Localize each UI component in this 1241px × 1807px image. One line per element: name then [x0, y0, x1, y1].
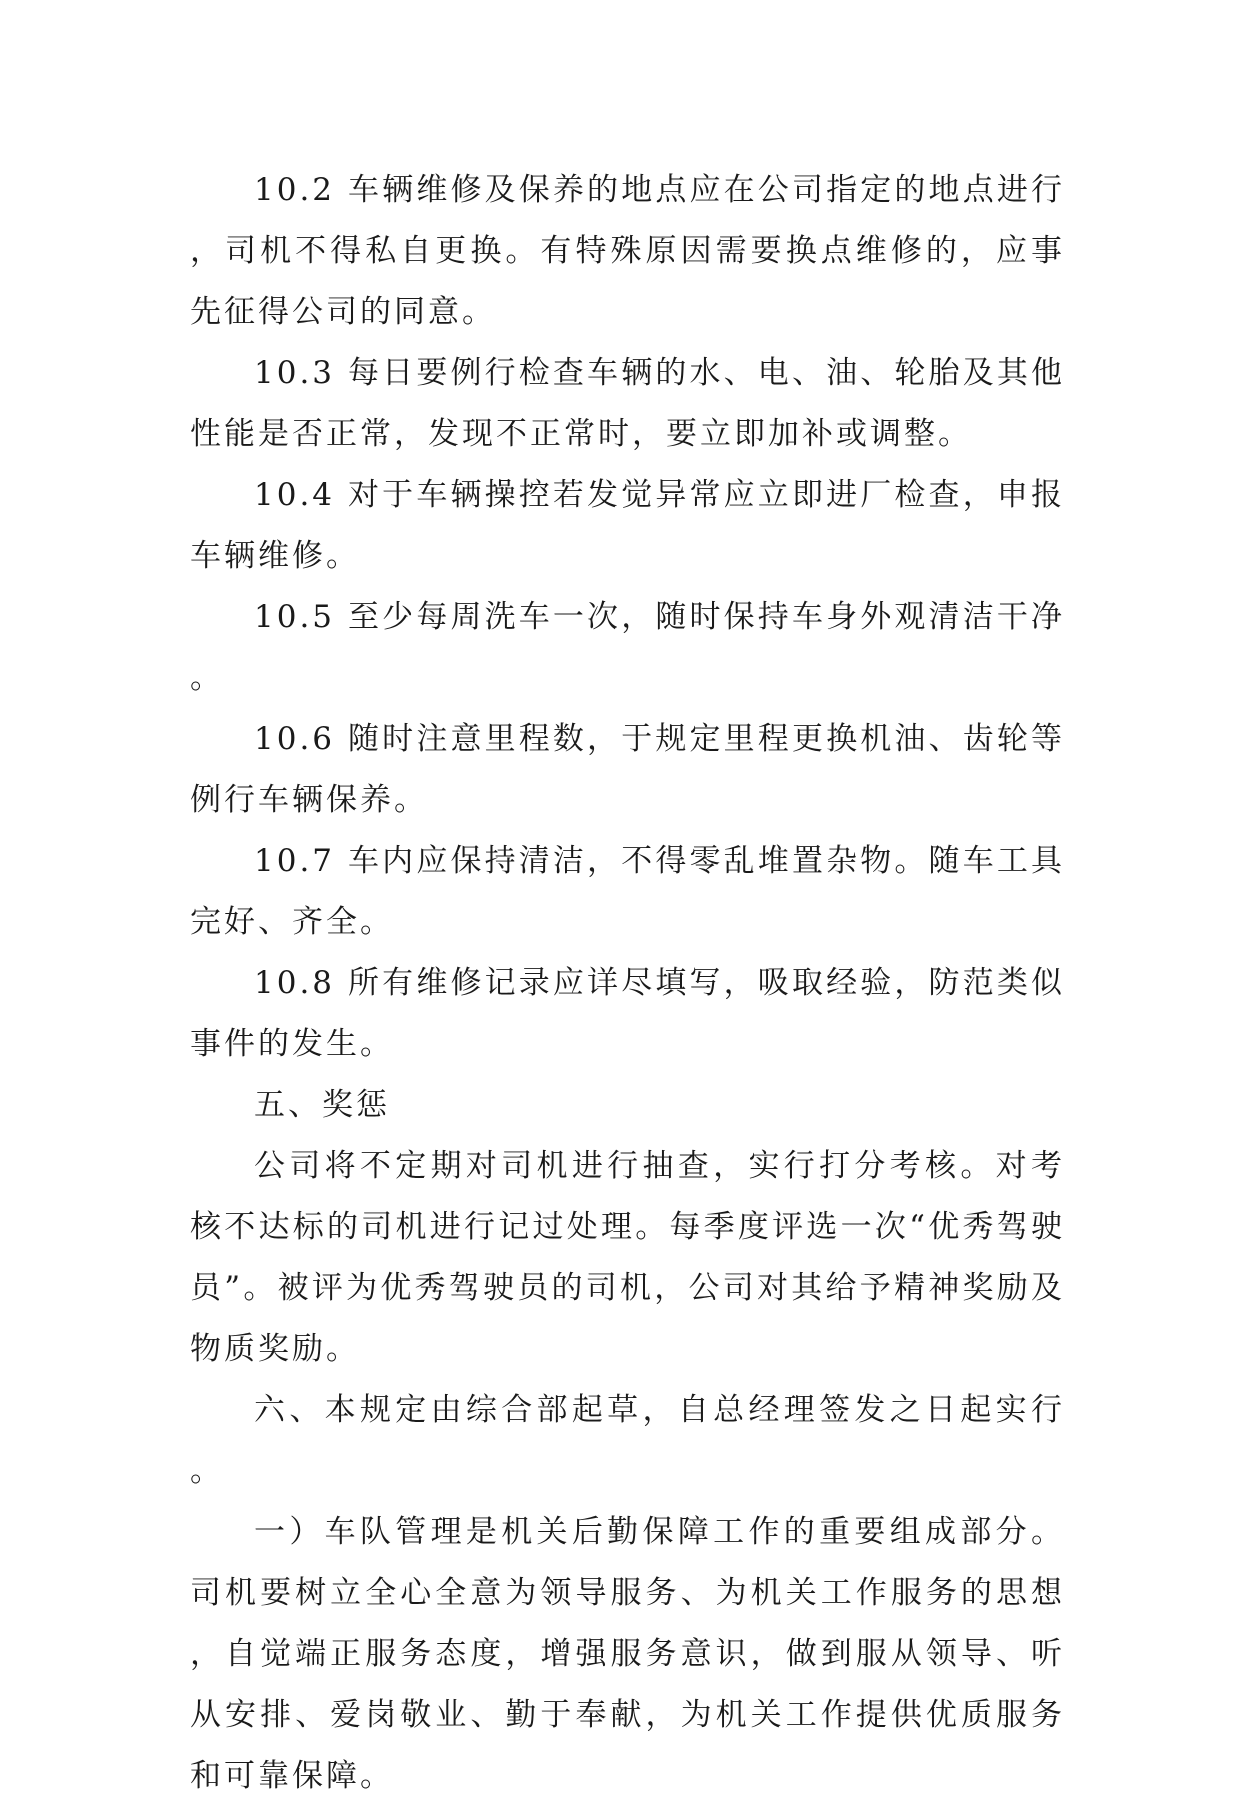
section-heading-effective: 六、本规定由综合部起草，自总经理签发之日起实行。 [190, 1392, 1065, 1489]
paragraph-10-6: 10.6 随时注意里程数，于规定里程更换机油、齿轮等例行车辆保养。 [190, 721, 1065, 818]
paragraph-fleet-management: 一）车队管理是机关后勤保障工作的重要组成部分。司机要树立全心全意为领导服务、为机关工作服务的思想，自觉端正服务态度，增强服务意识，做到服从领导、听从安排、爱岗敬业、勤于奉献，为机关工作提供优质服务和可靠保障。 [190, 1514, 1065, 1794]
paragraph-10-8: 10.8 所有维修记录应详尽填写，吸取经验，防范类似事件的发生。 [190, 965, 1065, 1062]
paragraph-10-3: 10.3 每日要例行检查车辆的水、电、油、轮胎及其他性能是否正常，发现不正常时，要立即加补或调整。 [190, 355, 1065, 452]
paragraph-rewards-body: 公司将不定期对司机进行抽查，实行打分考核。对考核不达标的司机进行记过处理。每季度评选一次“优秀驾驶员”。被评为优秀驾驶员的司机，公司对其给予精神奖励及物质奖励。 [190, 1148, 1065, 1367]
paragraph-10-5: 10.5 至少每周洗车一次，随时保持车身外观清洁干净。 [190, 599, 1065, 696]
paragraph-10-4: 10.4 对于车辆操控若发觉异常应立即进厂检查，申报车辆维修。 [190, 477, 1065, 574]
document-body [190, 160, 1065, 1807]
section-heading-rewards: 五、奖惩 [254, 1087, 390, 1123]
paragraph-10-7: 10.7 车内应保持清洁，不得零乱堆置杂物。随车工具完好、齐全。 [190, 843, 1065, 940]
paragraph-10-2: 10.2 车辆维修及保养的地点应在公司指定的地点进行，司机不得私自更换。有特殊原因需要换点维修的，应事先征得公司的同意。 [190, 172, 1065, 330]
